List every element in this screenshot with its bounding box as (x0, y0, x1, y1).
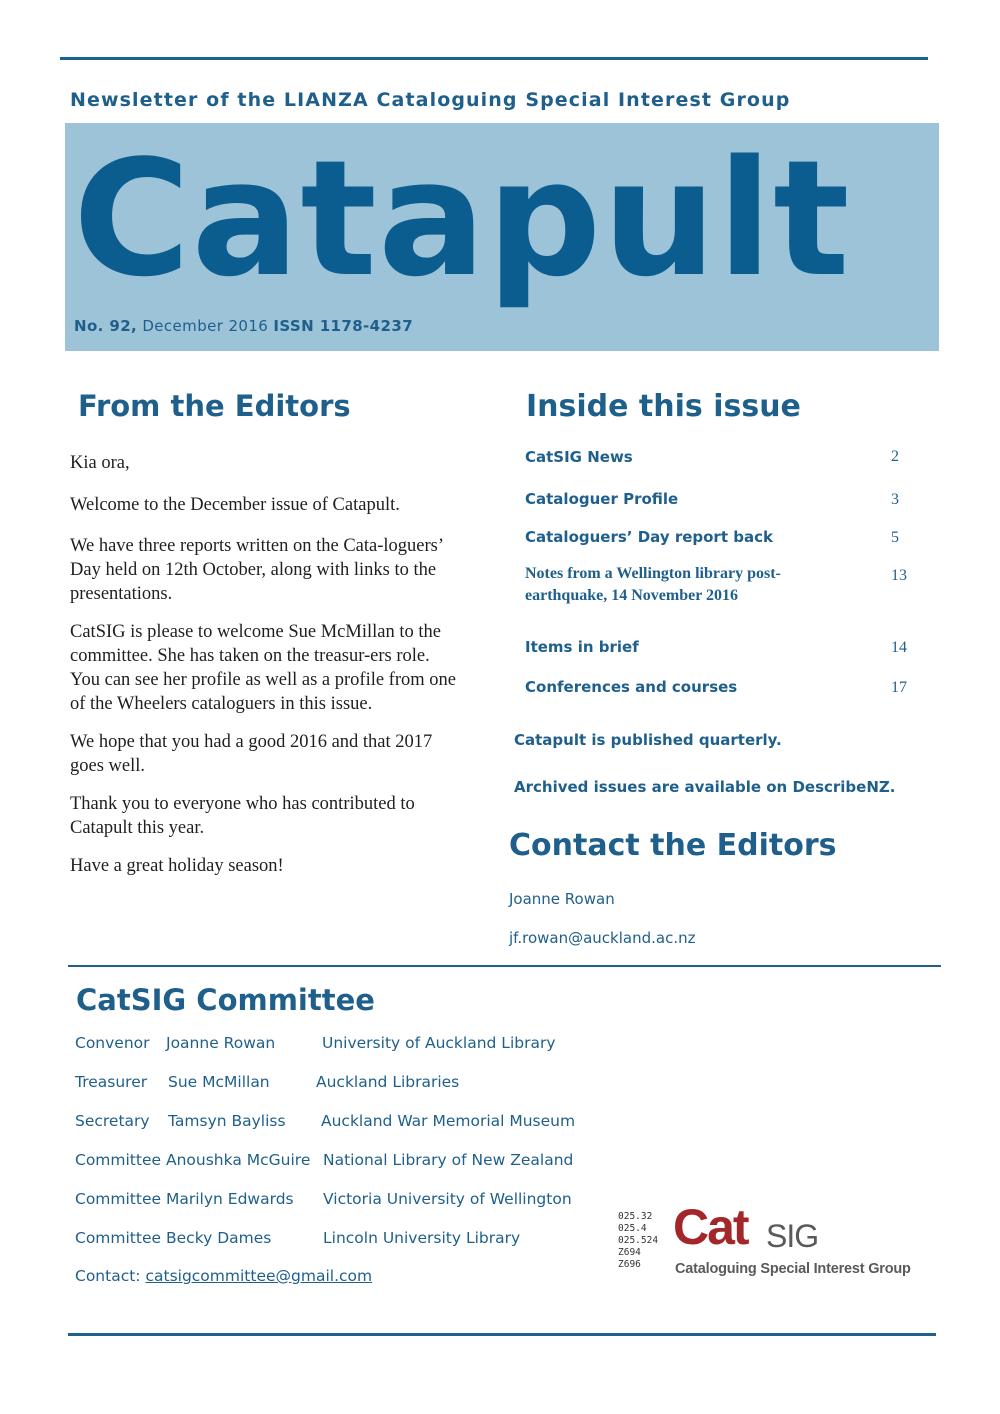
logo-number: Z696 (618, 1259, 641, 1270)
toc-item-title[interactable]: Cataloguer Profile (525, 490, 679, 508)
committee-name: Anoushka McGuire (166, 1151, 311, 1169)
editors-paragraph: Thank you to everyone who has contributed to Catapult this year. (70, 794, 415, 838)
logo-number: Z694 (618, 1247, 641, 1258)
toc-item-title[interactable]: CatSIG News (525, 448, 633, 466)
middle-rule (68, 965, 941, 967)
catsig-logo (618, 1199, 928, 1284)
committee-role: Convenor (75, 1034, 150, 1052)
toc-item-page: 13 (891, 567, 907, 584)
committee-contact (75, 1267, 372, 1285)
committee-role: Secretary (75, 1112, 150, 1130)
committee-org: Auckland War Memorial Museum (321, 1112, 576, 1130)
committee-name: Joanne Rowan (166, 1034, 276, 1052)
toc-item-page: 5 (891, 529, 899, 546)
committee-role: Treasurer (75, 1073, 148, 1091)
committee-name: Tamsyn Bayliss (168, 1112, 286, 1130)
editors-paragraph: Kia ora, (70, 453, 130, 473)
issue-number: No. 92, (74, 317, 138, 335)
editors-heading: From the Editors (78, 389, 351, 423)
logo-cat-wordmark: Cat (673, 1199, 748, 1255)
toc-item-title[interactable]: Conferences and courses (525, 678, 738, 696)
committee-org: University of Auckland Library (322, 1034, 556, 1052)
committee-org: Victoria University of Wellington (323, 1190, 572, 1208)
committee-role: Committee (75, 1229, 162, 1247)
logo-number: 025.4 (618, 1223, 647, 1234)
editors-paragraph: CatSIG is please to welcome Sue McMillan to the committee. She has taken on the treasur-ers role. You can see her profile as well as a profile from one of the Wheelers cataloguers in this issue. (70, 622, 456, 714)
logo-number: 025.32 (618, 1211, 653, 1222)
toc-item-page: 2 (891, 448, 899, 465)
editors-paragraph: Welcome to the December issue of Catapult. (70, 495, 400, 515)
masthead-banner (65, 123, 939, 351)
toc-item-page: 14 (891, 639, 907, 656)
logo-number: 025.524 (618, 1235, 659, 1246)
published-note: Catapult is published quarterly. (514, 731, 782, 749)
issue-line (74, 317, 413, 335)
committee-org: Auckland Libraries (316, 1073, 460, 1091)
logo-caption: Cataloguing Special Interest Group (675, 1261, 911, 1277)
toc-item-title[interactable]: Notes from a Wellington library post-earthquake, 14 November 2016 (525, 565, 781, 604)
newsletter-subtitle: Newsletter of the LIANZA Cataloguing Special Interest Group (70, 89, 791, 111)
committee-name: Marilyn Edwards (166, 1190, 294, 1208)
bottom-rule (68, 1333, 936, 1336)
logo-classification-numbers (618, 1211, 658, 1271)
archive-note: Archived issues are available on DescribeNZ. (514, 778, 896, 796)
toc-item-page: 17 (891, 679, 907, 696)
editors-paragraph: We hope that you had a good 2016 and that 2017 goes well. (70, 732, 433, 776)
committee-contact-label: Contact: (75, 1267, 146, 1285)
editors-body (70, 451, 460, 892)
toc-item-title[interactable]: Cataloguers’ Day report back (525, 528, 773, 546)
committee-role: Committee (75, 1151, 162, 1169)
committee-contact-email[interactable]: catsigcommittee@gmail.com (145, 1267, 373, 1285)
masthead-title: Catapult (73, 125, 851, 312)
editors-paragraph: Have a great holiday season! (70, 856, 284, 876)
editors-paragraph: We have three reports written on the Cata-loguers’ Day held on 12th October, along with links to the presentations. (70, 536, 443, 604)
toc-item-page: 3 (891, 491, 899, 508)
committee-name: Becky Dames (166, 1229, 272, 1247)
toc-item-title[interactable]: Items in brief (525, 638, 639, 656)
committee-org: Lincoln University Library (323, 1229, 521, 1247)
committee-org: National Library of New Zealand (323, 1151, 574, 1169)
contact-heading: Contact the Editors (509, 828, 837, 863)
contact-email[interactable]: jf.rowan@auckland.ac.nz (509, 929, 696, 947)
logo-sig-wordmark: SIG (766, 1218, 819, 1254)
inside-heading: Inside this issue (526, 389, 801, 424)
issue-date: December 2016 (137, 317, 274, 335)
top-rule (60, 57, 928, 60)
committee-heading: CatSIG Committee (76, 983, 375, 1017)
committee-name: Sue McMillan (168, 1073, 270, 1091)
contact-name: Joanne Rowan (509, 890, 615, 908)
issn: ISSN 1178-4237 (273, 317, 414, 335)
committee-role: Committee (75, 1190, 162, 1208)
